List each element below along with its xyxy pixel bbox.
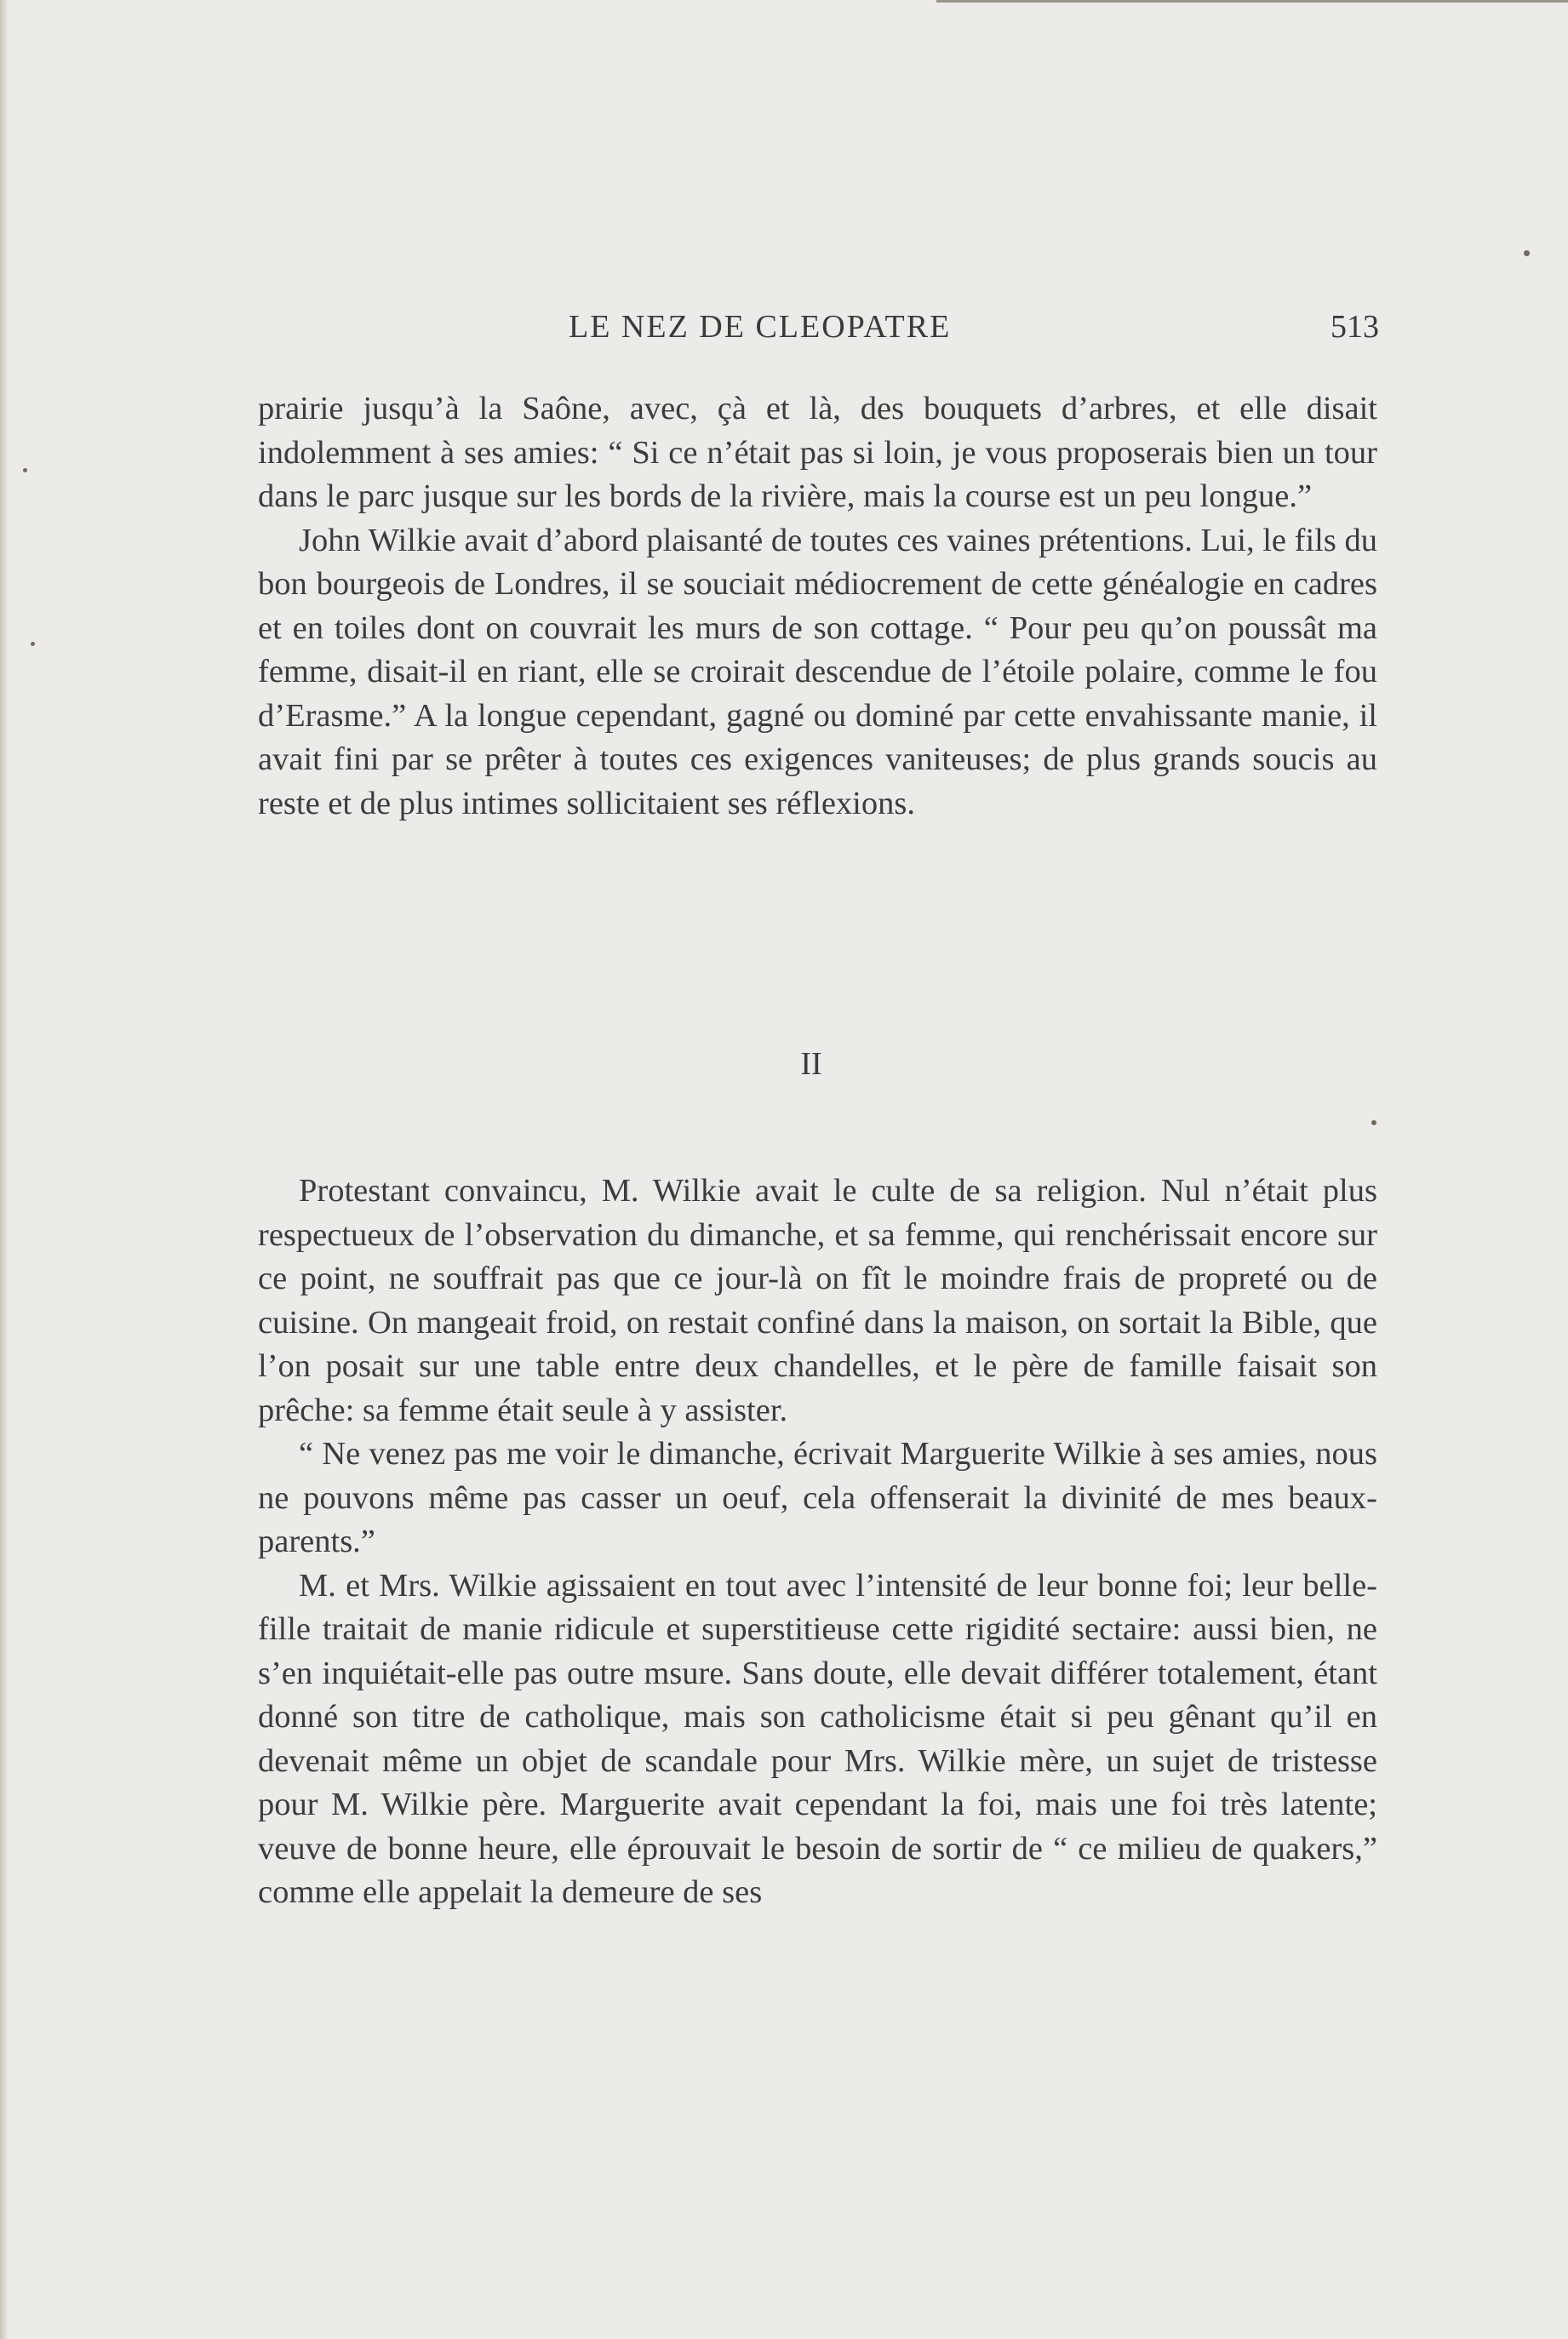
- paragraph: M. et Mrs. Wilkie agissaient en tout avec l’intensité de leur bonne foi; leur belle-fille traitait de manie ridicule et superstitieuse cette rigidité sectaire: aussi bien, ne s’en inquiétait-elle pas outre msure. Sans doute, elle devait différer totalement, étant donné son titre de catholique, mais son catholicisme était si peu gênant qu’il en devenait même un objet de scandale pour Mrs. Wilkie mère, un sujet de tristesse pour M. Wilkie père. Marguerite avait cependant la foi, mais une foi très latente; veuve de bonne heure, elle éprouvait le besoin de sortir de “ ce milieu de quakers,” comme elle appelait la demeure de ses: [258, 1567, 1377, 1910]
- paper-speck: [23, 468, 27, 472]
- paper-speck: [31, 642, 35, 646]
- page-number: 513: [1331, 309, 1379, 345]
- page-gutter-shadow: [0, 0, 9, 2339]
- paragraph: John Wilkie avait d’abord plaisanté de toutes ces vaines prétentions. Lui, le fils du bon bourgeois de Londres, il se souciait médiocrement de cette généalogie en cadres et en toiles dont on couvrait les murs de son cottage. “ Pour peu qu’on poussât ma femme, disait-il en riant, elle se croirait descendue de l’étoile polaire, comme le fou d’Erasme.” A la longue cependant, gagné ou dominé par cette envahissante manie, il avait fini par se prêter à toutes ces exigences vaniteuses; de plus grands soucis au reste et de plus intimes sollicitaient ses réflexions.: [258, 522, 1377, 821]
- body-text-after-section: [258, 1170, 1377, 1915]
- paper-speck: [1524, 250, 1530, 256]
- paragraph: “ Ne venez pas me voir le dimanche, écrivait Marguerite Wilkie à ses amies, nous ne pouvons même pas casser un oeuf, cela offenserait la divinité de mes beaux-parents.”: [258, 1436, 1377, 1559]
- body-text-before-section: [258, 387, 1377, 826]
- paragraph: prairie jusqu’à la Saône, avec, çà et là, des bouquets d’arbres, et elle disait indolemment à ses amies: “ Si ce n’était pas si loin, je vous proposerais bien un tour dans le parc jusque sur les bords de la rivière, mais la course est un peu longue.”: [258, 391, 1377, 514]
- running-head-title: LE NEZ DE CLEOPATRE: [569, 309, 952, 345]
- paragraph: Protestant convaincu, M. Wilkie avait le culte de sa religion. Nul n’était plus respectueux de l’observation du dimanche, et sa femme, qui renchérissait encore sur ce point, ne souffrait pas que ce jour-là on fît le moindre frais de propreté ou de cuisine. On mangeait froid, on restait confiné dans la maison, on sortait la Bible, que l’on posait sur une table entre deux chandelles, et le père de famille faisait son prêche: sa femme était seule à y assister.: [258, 1173, 1377, 1428]
- page-top-edge: [936, 0, 1568, 3]
- section-number: II: [800, 1046, 822, 1082]
- running-head: [255, 308, 1379, 359]
- paper-speck: [1371, 1120, 1376, 1125]
